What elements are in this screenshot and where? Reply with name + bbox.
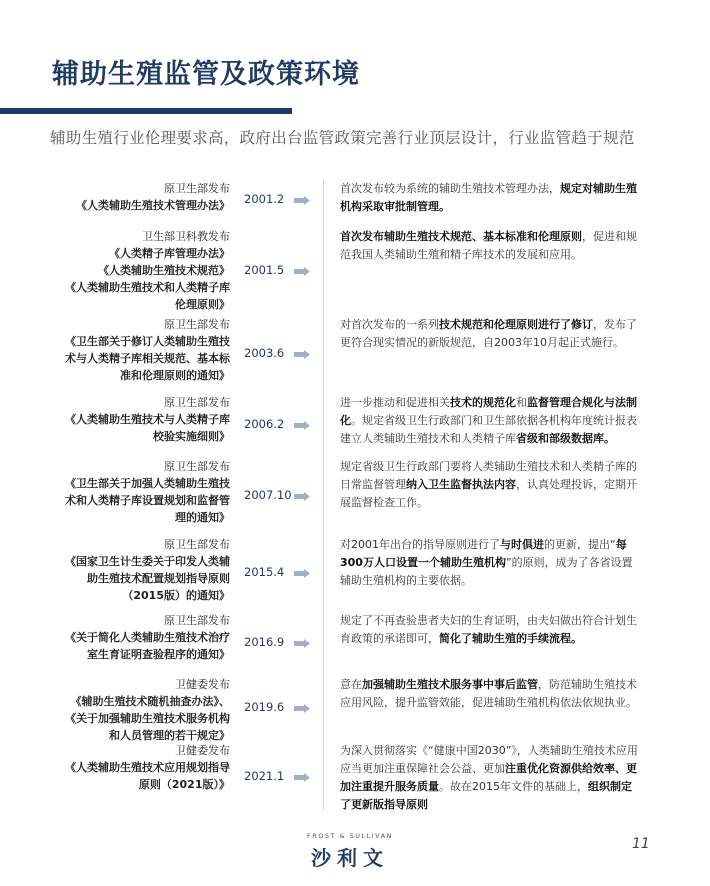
- description-highlight: 省级和部级数据库。: [516, 432, 615, 445]
- policy-description: [340, 316, 640, 352]
- timeline-row: [0, 742, 710, 812]
- description-highlight: 简化了辅助生殖的手续流程。: [439, 632, 582, 645]
- timeline-row: [0, 612, 710, 674]
- issuer-label: 原卫生部发布: [164, 182, 230, 195]
- timeline-row: [0, 676, 710, 740]
- policy-document-title: 《卫生部关于加强人类辅助生殖技术和人类精子库设置规划和监督管理的通知》: [65, 477, 230, 524]
- timeline-row: [0, 458, 710, 534]
- policy-description: [340, 228, 640, 264]
- policy-document-title: 《卫生部关于修订人类辅助生殖技术与人类精子库相关规范、基本标准和伦理原则的通知》: [65, 335, 230, 382]
- description-text: 为深入贯彻落实《“健康中国2030”》，人类辅助生殖技术应用应当更加注重保障社会公益、更加: [340, 744, 638, 775]
- policy-document-title: 《人类辅助生殖技术规范》: [98, 264, 230, 277]
- policy-source: [60, 612, 230, 663]
- description-text: 规定省级卫生行政部门要将人类辅助生殖技术和人类精子库的日常监督管理: [340, 460, 637, 491]
- policy-document-title: 《人类辅助生殖技术和人类精子库伦理原则》: [65, 281, 230, 311]
- policy-source: [60, 676, 230, 744]
- policy-description: [340, 536, 640, 590]
- policy-description: [340, 676, 640, 712]
- policy-description: [340, 180, 640, 216]
- description-highlight: 每300万人口设置一个辅助生殖机构: [340, 538, 627, 569]
- title-underline-bar: [0, 108, 292, 114]
- issuer-label: 卫生部卫科教发布: [142, 230, 230, 243]
- policy-description: [340, 394, 640, 448]
- timeline-date: 2006.2: [244, 417, 285, 431]
- timeline-arrow-icon: [294, 639, 310, 648]
- description-highlight: 规定对辅助生殖机构采取审批制管理。: [340, 182, 637, 213]
- policy-document-title: 《关于加强辅助生殖技术服务机构和人员管理的若干规定》: [65, 712, 230, 742]
- timeline-date: 2003.6: [244, 346, 285, 360]
- description-highlight: 首次发布辅助生殖技术规范、基本标准和伦理原则: [340, 230, 582, 243]
- policy-description: [340, 742, 640, 814]
- timeline-row: [0, 536, 710, 610]
- issuer-label: 原卫生部发布: [164, 614, 230, 627]
- description-text: 进一步推动和促进相关: [340, 396, 450, 409]
- policy-document-title: 《辅助生殖技术随机抽查办法》、: [70, 695, 230, 708]
- logo-chinese: 沙利文: [311, 846, 389, 870]
- description-text: 规定了不再查验患者夫妇的生育证明，由夫妇做出符合计划生育政策的承诺即可，: [340, 614, 637, 645]
- description-text: 首次发布较为系统的辅助生殖技术管理办法，: [340, 182, 560, 195]
- policy-source: [60, 394, 230, 445]
- page-number: 11: [632, 836, 650, 852]
- brand-logo: [305, 832, 395, 871]
- logo-english: FROST & SULLIVAN: [306, 832, 394, 840]
- timeline-date: 2001.2: [244, 192, 285, 206]
- policy-document-title: 《人类辅助生殖技术与人类精子库校验实施细则》: [65, 413, 230, 443]
- description-text: 对2001年出台的指导原则进行了: [340, 538, 500, 551]
- policy-source: [60, 316, 230, 384]
- issuer-label: 原卫生部发布: [164, 538, 230, 551]
- issuer-label: 原卫生部发布: [164, 460, 230, 473]
- policy-source: [60, 742, 230, 793]
- policy-document-title: 《人类辅助生殖技术管理办法》: [76, 199, 230, 212]
- description-highlight: 技术的规范化: [450, 396, 516, 409]
- timeline-row: [0, 228, 710, 314]
- policy-source: [60, 536, 230, 604]
- issuer-label: 卫健委发布: [175, 678, 230, 691]
- timeline-arrow-icon: [294, 704, 310, 713]
- timeline-arrow-icon: [294, 773, 310, 782]
- policy-description: [340, 458, 640, 512]
- policy-document-title: 《关于简化人类辅助生殖技术治疗室生育证明查验程序的通知》: [65, 631, 230, 661]
- description-text: ，认真处理投诉，定期开展监督检查工作。: [340, 478, 637, 509]
- timeline-date: 2019.6: [244, 700, 285, 714]
- policy-source: [60, 228, 230, 313]
- description-text: 。规定省级卫生行政部门和卫生部依据各机构年度统计报表建立人类辅助生殖技术和人类精子库: [340, 414, 637, 445]
- description-text: ，防范辅助生殖技术应用风险，提升监管效能，促进辅助生殖机构依法依规执业。: [340, 678, 637, 709]
- description-highlight: 技术规范和伦理原则进行了修订: [439, 318, 593, 331]
- timeline-arrow-icon: [294, 569, 310, 578]
- timeline-date: 2007.10: [244, 488, 292, 502]
- description-text: ，发布了更符合现实情况的新版规范，自2003年10月起正式施行。: [340, 318, 637, 349]
- timeline-row: [0, 180, 710, 220]
- description-highlight: 注重优化资源供给效率、更加注重提升服务质量: [340, 762, 637, 793]
- issuer-label: 原卫生部发布: [164, 318, 230, 331]
- timeline-date: 2016.9: [244, 635, 285, 649]
- page-subtitle: 辅助生殖行业伦理要求高，政府出台监管政策完善行业顶层设计，行业监管趋于规范: [50, 129, 635, 147]
- description-text: 和: [516, 396, 527, 409]
- policy-description: [340, 612, 640, 648]
- timeline-date: 2021.1: [244, 769, 285, 783]
- description-highlight: 组织制定了更新版指导原则: [340, 780, 632, 811]
- policy-document-title: 《人类辅助生殖技术应用规划指导原则（2021版）》: [65, 761, 230, 791]
- description-text: 。故在2015年文件的基础上，: [439, 780, 588, 793]
- description-highlight: 与时俱进: [500, 538, 544, 551]
- description-highlight: 加强辅助生殖技术服务事中事后监管: [362, 678, 538, 691]
- description-highlight: 监督管理合规化与法制化: [340, 396, 637, 427]
- policy-document-title: 《国家卫生计生委关于印发人类辅助生殖技术配置规划指导原则（2015版）的通知》: [65, 555, 230, 602]
- description-text: ”的原则，成为了各省设置辅助生殖机构的主要依据。: [340, 556, 633, 587]
- description-text: 意在: [340, 678, 362, 691]
- description-highlight: 纳入卫生监督执法内容: [406, 478, 516, 491]
- timeline-date: 2001.5: [244, 263, 285, 277]
- page-title: 辅助生殖监管及政策环境: [52, 59, 360, 90]
- description-text: 对首次发布的一系列: [340, 318, 439, 331]
- timeline-row: [0, 316, 710, 392]
- timeline-arrow-icon: [294, 196, 310, 205]
- timeline-arrow-icon: [294, 267, 310, 276]
- timeline-arrow-icon: [294, 421, 310, 430]
- timeline-row: [0, 394, 710, 456]
- timeline-date: 2015.4: [244, 565, 285, 579]
- issuer-label: 原卫生部发布: [164, 396, 230, 409]
- timeline-arrow-icon: [294, 350, 310, 359]
- description-text: ，促进和规范我国人类辅助生殖和精子库技术的发展和应用。: [340, 230, 637, 261]
- policy-source: [60, 180, 230, 214]
- timeline-arrow-icon: [294, 492, 310, 501]
- description-text: 的更新，提出“: [544, 538, 616, 551]
- policy-document-title: 《人类精子库管理办法》: [109, 247, 230, 260]
- policy-source: [60, 458, 230, 526]
- issuer-label: 卫健委发布: [175, 744, 230, 757]
